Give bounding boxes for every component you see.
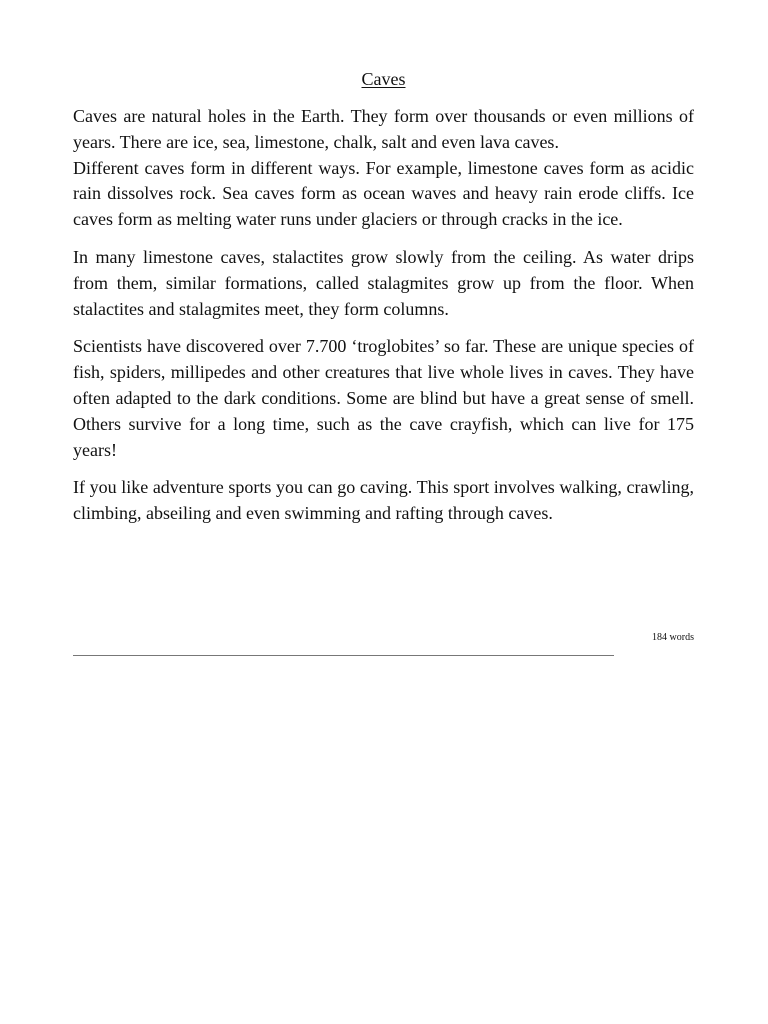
paragraph-troglobites: Scientists have discovered over 7.700 ‘troglobites’ so far. These are unique species of fish, spiders, millipedes and other creatures that live whole lives in caves. They have often adapted to the dark conditions. Some are blind but have a great sense of smell. Others survive for a long time, such as the cave crayfish, which can live for 175 years! <box>73 336 694 460</box>
document-page <box>73 66 694 643</box>
document-title: Caves <box>361 69 406 89</box>
paragraph-formation: Different caves form in different ways. For example, limestone caves form as acidic rain dissolves rock. Sea caves form as ocean waves and heavy rain erode cliffs. Ice caves form as melting water runs under glaciers or through cracks in the ice. <box>73 157 694 230</box>
paragraph-intro: Caves are natural holes in the Earth. They form over thousands or even millions of years. There are ice, sea, limestone, chalk, salt and even lava caves. <box>73 106 694 152</box>
word-count: 184 words <box>652 632 694 643</box>
paragraph-stalactites: In many limestone caves, stalactites grow slowly from the ceiling. As water drips from them, similar formations, called stalagmites grow up from the floor. When stalactites and stalagmites meet, they form columns. <box>73 246 694 319</box>
paragraph-caving: If you like adventure sports you can go caving. This sport involves walking, crawling, climbing, abseiling and even swimming and rafting through caves. <box>73 477 694 524</box>
divider-line <box>73 655 614 656</box>
